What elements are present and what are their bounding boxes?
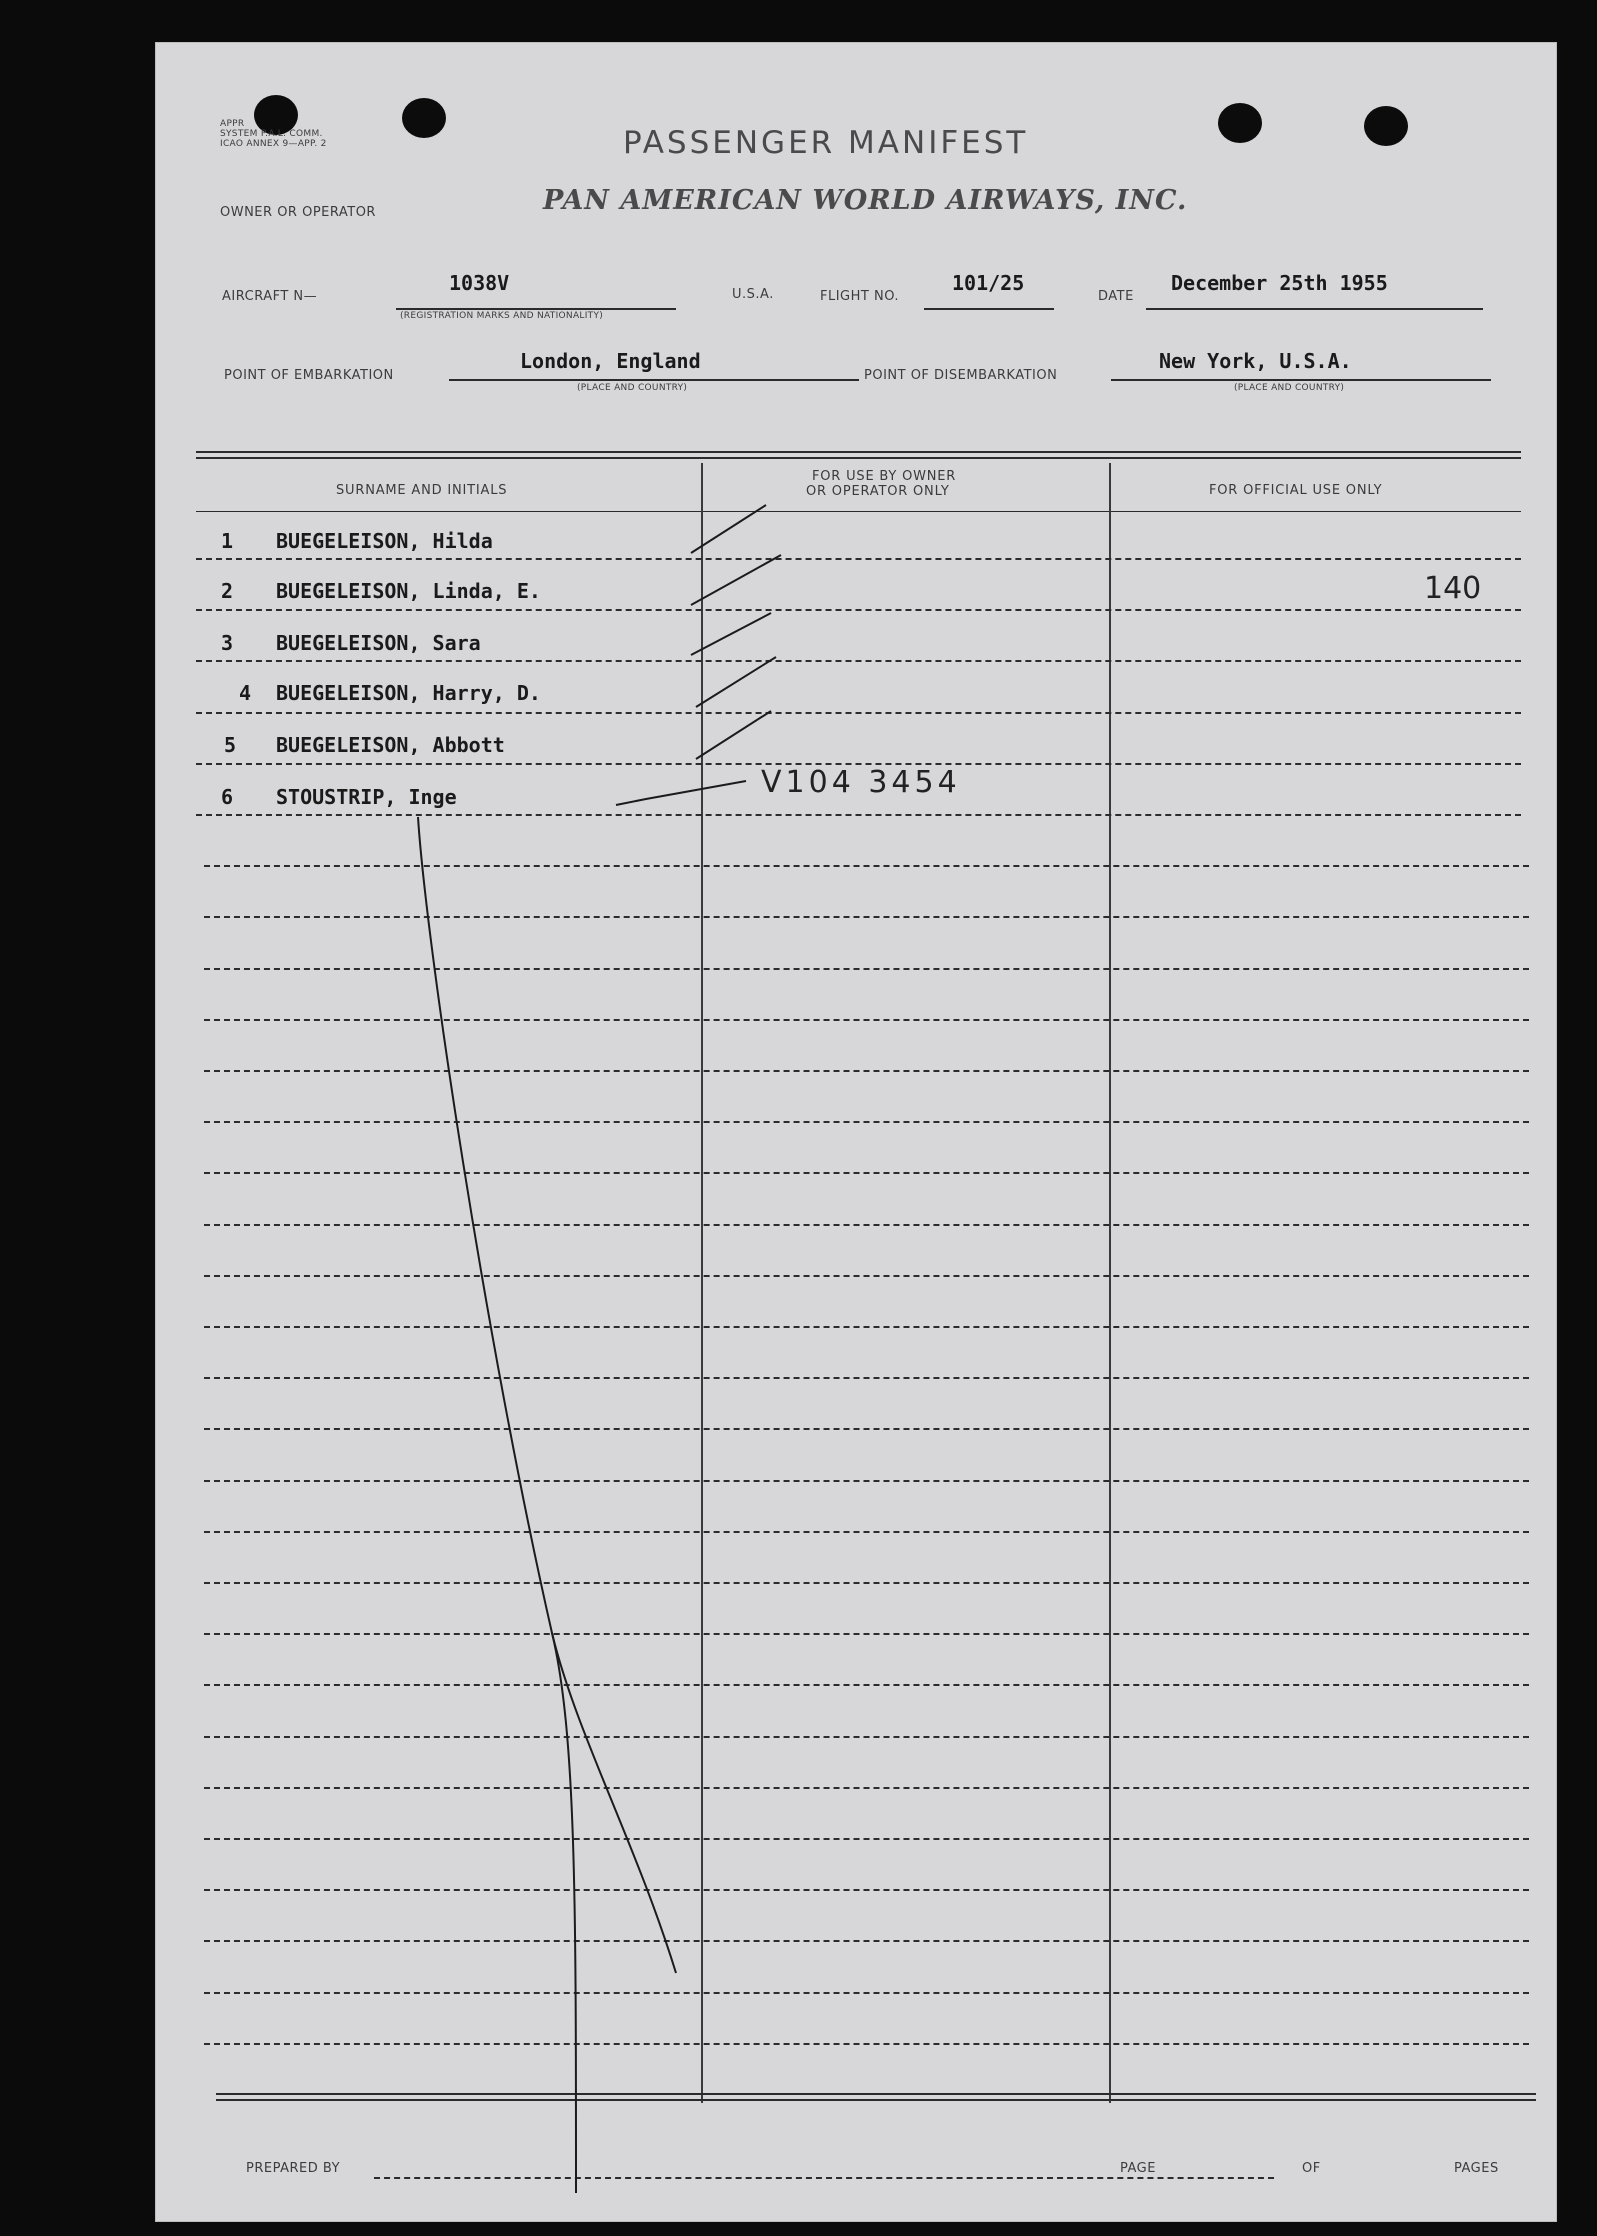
row-number: 3: [221, 631, 234, 655]
owner-use-header-line-2: OR OPERATOR ONLY: [806, 484, 950, 499]
check-mark-3: [691, 613, 771, 655]
passenger-name: BUEGELEISON, Abbott: [276, 733, 505, 757]
row-number: 1: [221, 529, 234, 553]
manifest-sheet: [155, 42, 1557, 2222]
check-mark-1: [691, 505, 766, 553]
passenger-name: BUEGELEISON, Sara: [276, 631, 481, 655]
owner-use-header-line-1: FOR USE BY OWNER: [812, 469, 957, 484]
aircraft-label: AIRCRAFT N—: [222, 289, 318, 304]
aircraft-sublabel: (REGISTRATION MARKS AND NATIONALITY): [400, 311, 604, 321]
long-pen-stroke: [418, 817, 576, 2193]
disembarkation-label: POINT OF DISEMBARKATION: [864, 368, 1058, 383]
surname-column-header: SURNAME AND INITIALS: [336, 483, 508, 498]
approval-line-3: ICAO ANNEX 9—APP. 2: [220, 139, 327, 149]
passenger-name: BUEGELEISON, Linda, E.: [276, 579, 541, 603]
flight-label: FLIGHT NO.: [820, 289, 900, 304]
aircraft-value: 1038V: [449, 271, 510, 295]
check-mark-2: [691, 555, 781, 605]
row-number: 4: [239, 681, 252, 705]
approval-line-1: APPR: [220, 119, 245, 129]
passenger-name: STOUSTRIP, Inge: [276, 785, 457, 809]
official-use-value: 140: [1424, 571, 1482, 606]
embarkation-value: London, England: [520, 349, 701, 373]
passenger-name: BUEGELEISON, Hilda: [276, 529, 493, 553]
approval-line-2: SYSTEM P.A.L. COMM.: [220, 129, 323, 139]
check-mark-6: [616, 781, 746, 805]
operator-name: PAN AMERICAN WORLD AIRWAYS, INC.: [543, 185, 1188, 216]
passenger-name: BUEGELEISON, Harry, D.: [276, 681, 541, 705]
disembarkation-value: New York, U.S.A.: [1159, 349, 1352, 373]
owner-label: OWNER OR OPERATOR: [220, 205, 376, 220]
flight-value: 101/25: [952, 271, 1025, 295]
owner-use-handwritten-number: V104 3454: [761, 765, 961, 800]
check-mark-4: [696, 657, 776, 707]
row-number: 6: [221, 785, 234, 809]
pages-label: PAGES: [1454, 2161, 1499, 2176]
check-mark-5: [696, 711, 771, 759]
handwritten-marks: [156, 43, 1556, 2221]
embarkation-label: POINT OF EMBARKATION: [224, 368, 394, 383]
prepared-by-label: PREPARED BY: [246, 2161, 341, 2176]
date-value: December 25th 1955: [1171, 271, 1388, 295]
official-use-column-header: FOR OFFICIAL USE ONLY: [1209, 483, 1383, 498]
page-label: PAGE: [1120, 2161, 1156, 2176]
row-number: 2: [221, 579, 234, 603]
of-label: OF: [1302, 2161, 1321, 2176]
page-title: PASSENGER MANIFEST: [623, 125, 1029, 161]
nationality-label: U.S.A.: [732, 287, 774, 302]
date-label: DATE: [1098, 289, 1134, 304]
embarkation-sublabel: (PLACE AND COUNTRY): [577, 383, 688, 393]
disembarkation-sublabel: (PLACE AND COUNTRY): [1234, 383, 1345, 393]
row-number: 5: [224, 733, 237, 757]
